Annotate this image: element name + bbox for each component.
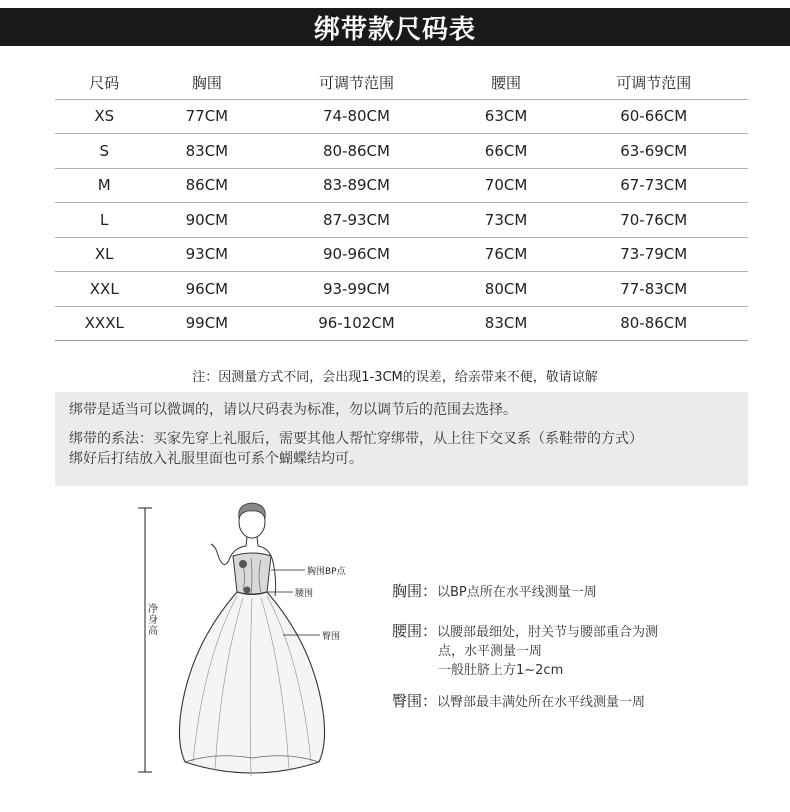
table-row [55,272,748,307]
cell-waist-range: 73-79CM [559,237,748,272]
cell-waist: 70CM [453,168,560,203]
cell-size: XL [55,237,153,272]
waist-measurement [392,622,658,680]
cell-size: S [55,134,153,169]
table-header-row [55,66,748,99]
info-box [55,392,748,486]
header-bust: 胸围 [153,66,260,99]
table-row [55,203,748,238]
height-label: 净身高 [148,604,158,637]
cell-bust: 93CM [153,237,260,272]
cell-waist-range: 70-76CM [559,203,748,238]
info-line-adjust: 绑带是适当可以微调的，请以尺码表为标准，勿以调节后的范围去选择。 [69,402,517,418]
cell-bust: 96CM [153,272,260,307]
waist-desc-1: 以腰部最细处，肘关节与腰部重合为测 [437,625,659,640]
cell-bust: 77CM [153,99,260,134]
cell-waist: 66CM [453,134,560,169]
cell-waist-range: 63-69CM [559,134,748,169]
waist-label: 腰围 [295,589,314,599]
cell-waist: 63CM [453,99,560,134]
header-size: 尺码 [55,66,153,99]
table-row [55,134,748,169]
cell-waist-range: 77-83CM [559,272,748,307]
cell-bust-range: 87-93CM [260,203,452,238]
cell-waist: 83CM [453,306,560,341]
cell-size: M [55,168,153,203]
bust-desc: 以BP点所在水平线测量一周 [437,585,597,600]
info-line-tying: 绑带的系法：买家先穿上礼服后，需要其他人帮忙穿绑带，从上往下交叉系（系鞋带的方式） [69,431,643,447]
table-row [55,306,748,341]
cell-waist-range: 80-86CM [559,306,748,341]
error-note: 注：因测量方式不同，会出现1-3CM的误差，给亲带来不便，敬请谅解 [192,370,598,385]
cell-bust-range: 93-99CM [260,272,452,307]
cell-size: XXXL [55,306,153,341]
cell-bust-range: 90-96CM [260,237,452,272]
waist-desc-3: 一般肚脐上方1~2cm [438,663,564,678]
header-bust-range: 可调节范围 [260,66,452,99]
cell-bust-range: 74-80CM [260,99,452,134]
cell-bust-range: 96-102CM [260,306,452,341]
cell-size: XS [55,99,153,134]
page-title: 绑带款尺码表 [0,8,790,46]
waist-term: 腰围： [392,622,438,640]
hip-term: 臀围： [392,692,438,710]
cell-bust: 86CM [153,168,260,203]
gown-figure [125,500,390,790]
header-waist-range: 可调节范围 [559,66,748,99]
table-row [55,99,748,134]
table-row [55,168,748,203]
cell-size: L [55,203,153,238]
info-line-knot: 绑好后打结放入礼服里面也可系个蝴蝶结均可。 [69,451,363,467]
cell-bust: 90CM [153,203,260,238]
cell-waist: 76CM [453,237,560,272]
bust-bp-label: 胸围BP点 [307,567,346,577]
cell-bust: 99CM [153,306,260,341]
cell-bust-range: 83-89CM [260,168,452,203]
cell-waist: 80CM [453,272,560,307]
cell-waist-range: 67-73CM [559,168,748,203]
cell-size: XXL [55,272,153,307]
bust-measurement [392,582,597,602]
bust-term: 胸围： [392,582,438,600]
cell-bust-range: 80-86CM [260,134,452,169]
gown-sketch-icon [125,500,390,790]
table-row [55,237,748,272]
hip-desc: 以臀部最丰满处所在水平线测量一周 [437,695,646,710]
cell-waist: 73CM [453,203,560,238]
cell-waist-range: 60-66CM [559,99,748,134]
hip-measurement [392,692,645,712]
header-waist: 腰围 [453,66,560,99]
waist-desc-2: 点，水平测量一周 [438,644,543,659]
cell-bust: 83CM [153,134,260,169]
hip-label: 臀围 [322,632,341,642]
size-table [55,66,748,341]
